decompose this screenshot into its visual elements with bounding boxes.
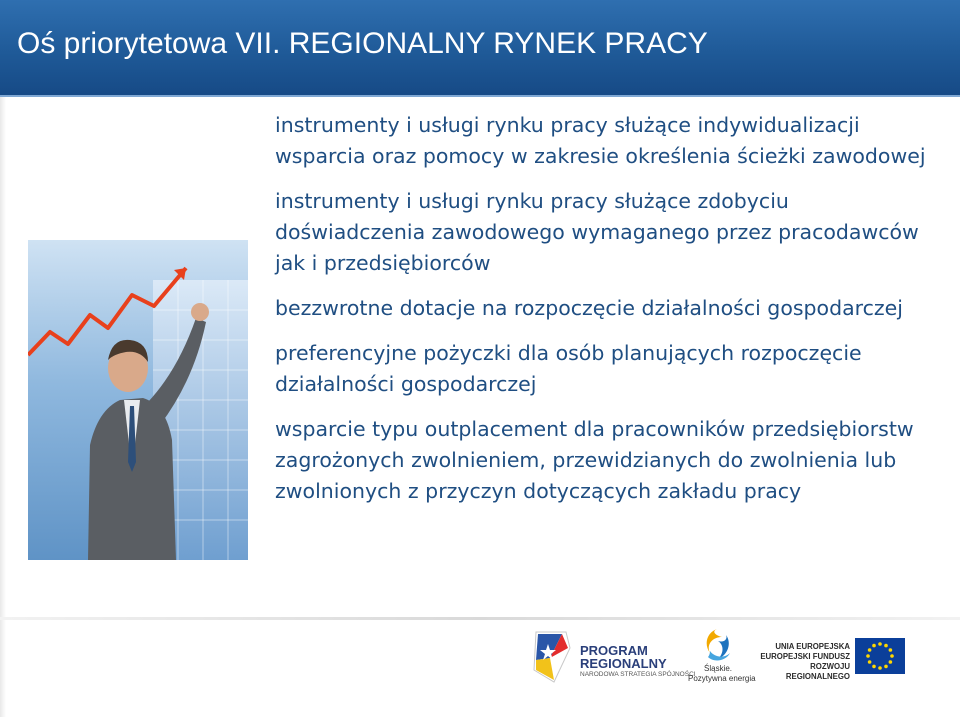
eu-logo-text [758,642,850,682]
content-block-5: wsparcie typu outplacement dla pracowników przedsiębiorstw zagrożonych zwolnieniem, przewidzianych do zwolnienia lub zwolnionych z przyczyn dotyczących zakładu pracy [275,417,914,503]
business-growth-photo [28,240,248,560]
content-block-4: preferencyjne pożyczki dla osób planujących rozpoczęcie działalności gospodarczej [275,341,862,396]
eu-logo-line2: EUROPEJSKI FUNDUSZ [760,652,850,661]
bullet-content [275,110,945,521]
program-logo-subline: NARODOWA STRATEGIA SPÓJNOŚCI [580,671,696,678]
content-block-3: bezzwrotne dotacje na rozpoczęcie działalności gospodarczej [275,296,903,320]
businessman-chart-illustration [28,240,248,560]
eu-flag-icon [855,638,905,674]
content-block-1: instrumenty i usługi rynku pracy służące indywidualizacji wsparcia oraz pomocy w zakresie określenia ścieżki zawodowej [275,113,926,168]
eu-logo-line3: ROZWOJU REGIONALNEGO [785,662,850,681]
slaskie-line1: Śląskie. [704,664,733,673]
slaskie-line2: Pozytywna energia [688,674,756,683]
slide-title: Oś priorytetowa VII. REGIONALNY RYNEK PRACY [17,27,708,60]
program-logo-line1: PROGRAM [580,643,648,658]
eu-logo-line1: UNIA EUROPEJSKA [775,642,850,651]
program-logo-line2: REGIONALNY [580,656,667,671]
program-regionalny-star-icon [532,630,572,684]
slide-header [0,0,960,97]
slaskie-swirl-icon [700,627,734,663]
content-block-2: instrumenty i usługi rynku pracy służące zdobyciu doświadczenia zawodowego wymaganego przez pracodawców jak i przedsiębiorców [275,189,919,275]
